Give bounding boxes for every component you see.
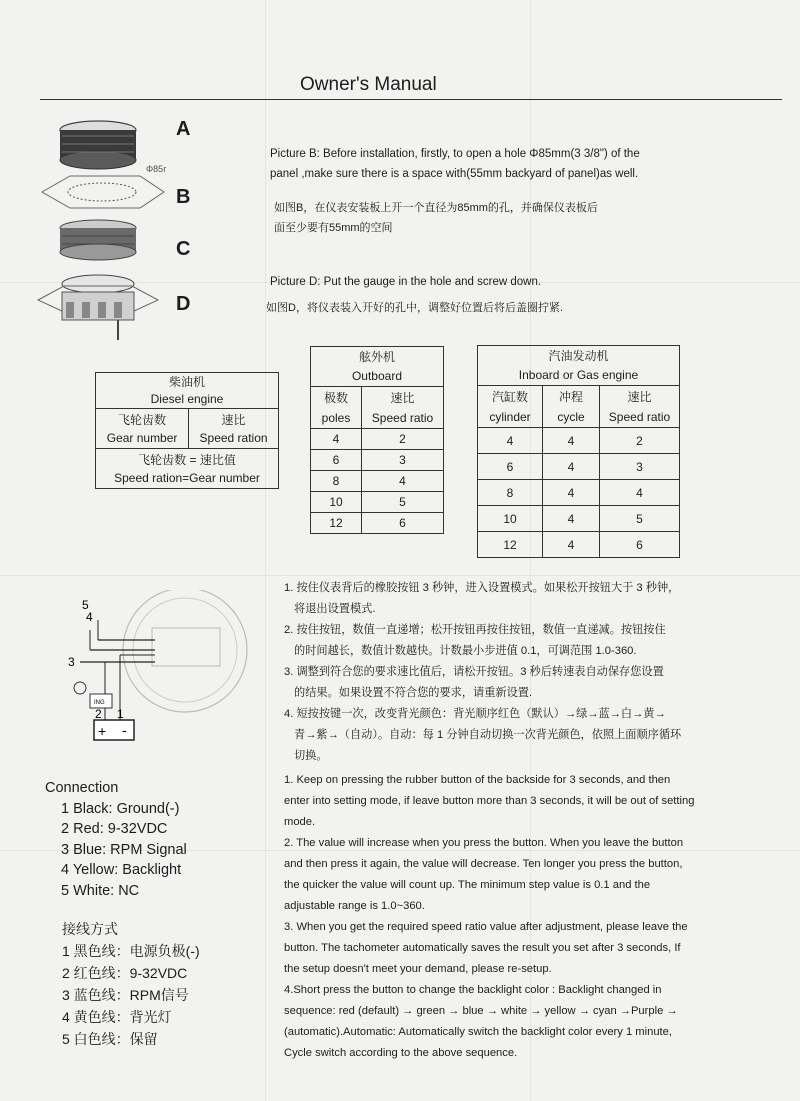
table-cell: 12 <box>311 513 362 534</box>
battery-minus: - <box>122 722 127 738</box>
zh-step-line: 切换。 <box>294 750 328 762</box>
connection-zh-item: 5 白色线：保留 <box>62 1031 158 1047</box>
zh-step-line: 1. 按住仪表背后的橡胶按钮 3 秒钟，进入设置模式。如果松开按钮大于 3 秒钟， <box>284 582 680 594</box>
table-cell: 4 <box>543 506 600 532</box>
panel-part-b <box>42 164 166 208</box>
wire-3-label: 3 <box>68 655 75 669</box>
picture-b-zh-line2: 面至少要有55mm的空间 <box>274 222 393 234</box>
label-c: C <box>176 238 191 260</box>
wiring-diagram <box>60 590 260 750</box>
en-step-line: 2. The value will increase when you press the button. When you leave the button <box>284 837 684 849</box>
picture-d-zh: 如图D，将仪表装入开好的孔中，调整好位置后将后盖圈拧紧. <box>266 302 563 314</box>
battery-plus: + <box>98 723 107 739</box>
connection-zh-item: 2 红色线：9-32VDC <box>62 965 188 981</box>
table-cell: 4 <box>478 428 543 454</box>
inboard-title-en: Inboard or Gas engine <box>518 367 639 382</box>
en-instructions <box>284 770 784 1064</box>
connection-section <box>45 778 187 901</box>
table-cell: 10 <box>311 492 362 513</box>
table-cell: 4 <box>362 471 444 492</box>
connection-zh-section <box>62 918 200 1050</box>
en-step-line: 3. When you get the required speed ratio value after adjustment, please leave the <box>284 921 688 933</box>
table-cell: 6 <box>600 532 680 558</box>
table-cell: 4 <box>600 480 680 506</box>
table-row <box>478 428 680 454</box>
zh-step-line: 将退出设置模式. <box>294 603 376 615</box>
inboard-col3-en: Speed ratio <box>608 409 671 424</box>
diesel-formula-zh: 飞轮齿数 = 速比值 <box>138 452 236 467</box>
outboard-col1-en: poles <box>321 410 351 425</box>
gauge-back-outline <box>123 590 247 712</box>
en-step-line: the setup doesn't meet your demand, please re-setup. <box>284 963 552 975</box>
diesel-title-en: Diesel engine <box>150 391 224 406</box>
outboard-col1-zh: 极数 <box>323 390 348 405</box>
label-b: B <box>176 186 191 208</box>
table-row <box>478 506 680 532</box>
wire-1-label: 1 <box>117 707 124 721</box>
gauge-front-part-a <box>60 121 136 169</box>
diesel-table <box>95 372 279 489</box>
connection-title: Connection <box>45 780 119 796</box>
table-row <box>478 480 680 506</box>
inboard-col3-zh: 速比 <box>627 389 652 404</box>
inboard-col2-zh: 冲程 <box>558 389 583 404</box>
zh-step-line: 的时间越长，数值计数越快。计数最小步进值 0.1，可调范围 1.0-360. <box>294 645 637 657</box>
diesel-col1-en: Gear number <box>106 430 178 445</box>
wire-5-label: 5 <box>82 598 89 612</box>
ignition-label: ING <box>94 700 105 706</box>
zh-step-line: 青→紫→（自动）。自动：每 1 分钟自动切换一次背光颜色，依照上面顺序循环 <box>294 729 682 741</box>
diesel-col1-zh: 飞轮齿数 <box>118 412 167 427</box>
inboard-title-zh: 汽油发动机 <box>548 348 609 363</box>
table-row <box>311 429 444 450</box>
wire-2-label: 2 <box>95 707 102 721</box>
inboard-col1-zh: 汽缸数 <box>491 389 528 404</box>
zh-step-line: 的结果。如果设置不符合您的要求，请重新设置. <box>294 687 533 699</box>
ring-part-c <box>60 220 136 260</box>
en-step-line: 4.Short press the button to change the backlight color : Backlight changed in <box>284 984 662 996</box>
outboard-col2-zh: 速比 <box>390 390 415 405</box>
table-cell: 3 <box>600 454 680 480</box>
table-row <box>311 492 444 513</box>
en-step-line: enter into setting mode, if leave button more than 3 seconds, it will be out of setting <box>284 795 695 807</box>
connection-item: 5 White: NC <box>61 882 140 899</box>
picture-d-en: Picture D: Put the gauge in the hole and screw down. <box>270 276 542 288</box>
diameter-label: Φ85r <box>146 164 167 174</box>
paper-fold <box>265 0 266 1101</box>
table-cell: 10 <box>478 506 543 532</box>
en-step-line: (automatic).Automatic: Automatically switch the backlight color every 1 minute, <box>284 1026 672 1038</box>
zh-step-line: 4. 短按按键一次，改变背光颜色：背光顺序红色（默认）→绿→蓝→白→黄→ <box>284 708 666 720</box>
inboard-table <box>477 345 680 558</box>
en-step-line: the quicker the value will count up. The minimum step value is 0.1 and the <box>284 879 651 891</box>
table-cell: 2 <box>600 428 680 454</box>
en-step-line: and then press it again, the value will decrease. Ten longer you press the button, <box>284 858 683 870</box>
connection-item: 2 Red: 9-32VDC <box>61 821 168 837</box>
assembled-part-d <box>38 275 158 340</box>
connection-zh-item: 3 蓝色线：RPM信号 <box>62 987 189 1003</box>
connection-zh-item: 1 黑色线：电源负极(-) <box>62 943 200 959</box>
table-cell: 12 <box>478 532 543 558</box>
diesel-formula-en: Speed ration=Gear number <box>114 470 260 485</box>
zh-step-line: 3. 调整到符合您的要求速比值后，请松开按钮。3 秒后转速表自动保存您设置 <box>284 666 664 678</box>
installation-diagram <box>30 108 170 353</box>
table-cell: 4 <box>311 429 362 450</box>
table-cell: 5 <box>600 506 680 532</box>
en-step-line: button. The tachometer automatically saves the result you set after 3 seconds, If <box>284 942 681 954</box>
table-cell: 4 <box>543 532 600 558</box>
outboard-title-en: Outboard <box>351 368 403 383</box>
table-cell: 6 <box>478 454 543 480</box>
outboard-table <box>310 346 444 534</box>
diesel-title-zh: 柴油机 <box>168 374 205 389</box>
table-cell: 4 <box>543 454 600 480</box>
table-cell: 8 <box>311 471 362 492</box>
table-cell: 4 <box>543 480 600 506</box>
en-step-line: mode. <box>284 816 316 828</box>
label-a: A <box>176 118 191 140</box>
table-row <box>311 450 444 471</box>
table-cell: 5 <box>362 492 444 513</box>
table-cell: 6 <box>362 513 444 534</box>
inboard-col2-en: cycle <box>557 409 585 424</box>
en-step-line: 1. Keep on pressing the rubber button of the backside for 3 seconds, and then <box>284 774 671 786</box>
table-cell: 3 <box>362 450 444 471</box>
en-step-line: sequence: red (default) → green → blue → white → yellow → cyan →Purple → <box>284 1005 678 1017</box>
table-row <box>311 513 444 534</box>
title-divider <box>40 99 782 100</box>
diesel-col2-en: Speed ration <box>199 430 268 445</box>
connection-zh-title: 接线方式 <box>62 921 118 937</box>
inboard-col1-en: cylinder <box>489 409 531 424</box>
label-d: D <box>176 293 191 315</box>
table-cell: 8 <box>478 480 543 506</box>
zh-instructions <box>284 578 784 767</box>
picture-b-en-line1: Picture B: Before installation, firstly, to open a hole Φ85mm(3 3/8") of the <box>270 148 640 160</box>
table-cell: 2 <box>362 429 444 450</box>
table-cell: 6 <box>311 450 362 471</box>
en-step-line: adjustable range is 1.0~360. <box>284 900 425 912</box>
outboard-col2-en: Speed ratio <box>371 410 434 425</box>
outboard-title-zh: 舷外机 <box>358 349 395 364</box>
paper-fold <box>0 575 800 576</box>
table-row <box>478 532 680 558</box>
picture-b-zh-line1: 如图B，在仪表安装板上开一个直径为85mm的孔，并确保仪表板后 <box>274 202 598 214</box>
table-cell: 4 <box>543 428 600 454</box>
page-title: Owner's Manual <box>300 74 437 95</box>
connection-zh-item: 4 黄色线：背光灯 <box>62 1009 172 1025</box>
en-step-line: Cycle switch according to the above sequence. <box>284 1047 518 1059</box>
picture-b-en-line2: panel ,make sure there is a space with(55mm backyard of panel)as well. <box>270 168 639 180</box>
diesel-col2-zh: 速比 <box>221 412 246 427</box>
connection-item: 4 Yellow: Backlight <box>61 862 182 878</box>
connection-item: 1 Black: Ground(-) <box>61 800 180 817</box>
connection-item: 3 Blue: RPM Signal <box>61 841 187 858</box>
table-row <box>478 454 680 480</box>
zh-step-line: 2. 按住按钮，数值一直递增；松开按钮再按住按钮，数值一直递减。按钮按住 <box>284 624 666 636</box>
wire-4-label: 4 <box>86 610 93 624</box>
table-row <box>311 471 444 492</box>
